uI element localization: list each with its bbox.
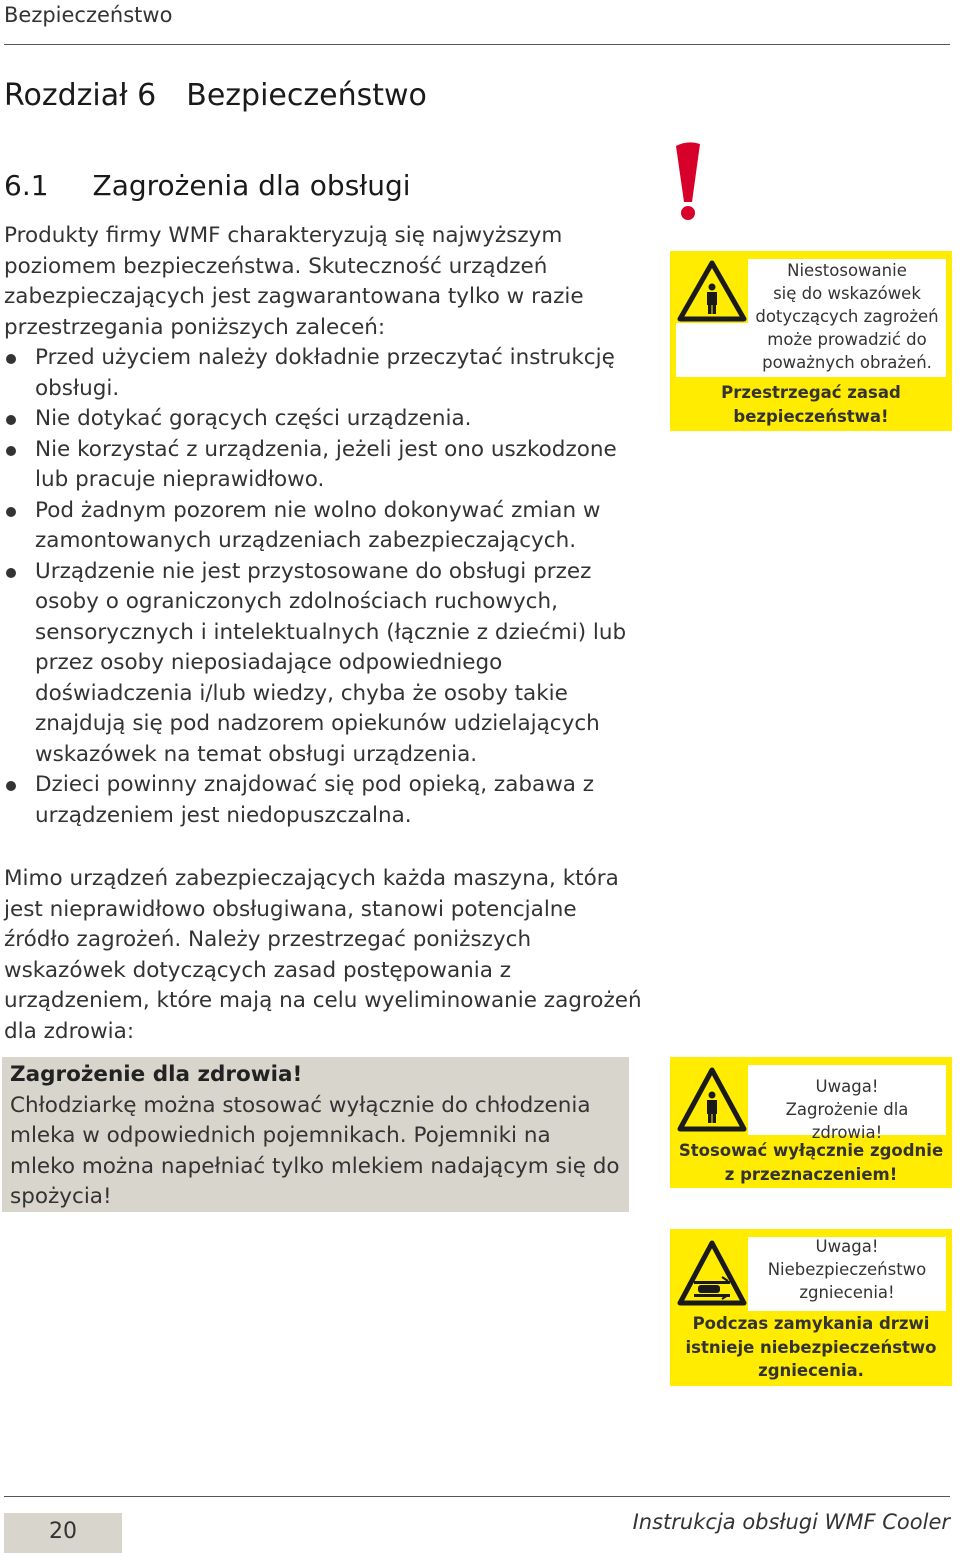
health-hazard-title: Zagrożenie dla zdrowia!	[10, 1062, 303, 1087]
chapter-label: Rozdział 6	[4, 78, 157, 113]
sign-bold-line: Podczas zamykania drzwi	[692, 1314, 930, 1333]
running-header: Bezpieczeństwo	[4, 3, 173, 27]
list-item	[4, 435, 644, 496]
safety-bullet-list	[4, 343, 644, 831]
list-item-text: Nie dotykać gorących części urządzenia.	[35, 406, 472, 431]
bullet-icon	[6, 354, 16, 364]
sign-bold-line: bezpieczeństwa!	[733, 406, 889, 426]
list-item-text: Nie korzystać z urządzenia, jeżeli jest ono uszkodzone lub pracuje nieprawidłowo.	[35, 436, 617, 492]
warning-sign-crush	[670, 1229, 952, 1386]
warning-sign-health	[670, 1057, 952, 1188]
sign-bold-line: Stosować wyłącznie zgodnie	[678, 1141, 944, 1160]
warning-person-icon	[676, 1065, 748, 1135]
warning-triangle-icon	[676, 259, 748, 323]
sign-bold-line: z przeznaczeniem!	[724, 1164, 898, 1184]
list-item	[4, 770, 644, 831]
bullet-icon	[6, 415, 16, 425]
sign-text-line: się do wskazówek	[773, 284, 921, 303]
footer-document-title: Instrukcja obsługi WMF Cooler	[632, 1510, 950, 1534]
exclamation-mark-icon	[670, 140, 710, 224]
bullet-icon	[6, 446, 16, 456]
section-title: Zagrożenia dla obsługi	[92, 169, 411, 202]
page-number: 20	[49, 1519, 77, 1544]
intro-paragraph: Produkty firmy WMF charakteryzują się najwyższym poziomem bezpieczeństwa. Skuteczność urządzeń zabezpieczających jest zagwarantowana tylko w razie przestrzegania poniższych zaleceń:	[4, 223, 584, 340]
chapter-heading	[4, 78, 427, 113]
list-item	[4, 404, 644, 435]
sign-text-line: może prowadzić do	[767, 330, 927, 349]
list-item-text: Przed użyciem należy dokładnie przeczytać instrukcję obsługi.	[35, 345, 615, 401]
sign-text-line: dotyczących zagrożeń	[755, 307, 939, 326]
list-item	[4, 557, 644, 771]
chapter-title: Bezpieczeństwo	[186, 78, 427, 113]
sign-text-line: Niestosowanie	[787, 261, 907, 280]
health-hazard-text: Chłodziarkę można stosować wyłącznie do chłodzenia mleka w odpowiednich pojemnikach. Pojemniki na mleko można napełniać tylko mlekiem nadającym się do spożycia!	[10, 1092, 620, 1209]
list-item-text: Urządzenie nie jest przystosowane do obsługi przez osoby o ograniczonych zdolnościach ruchowych, sensorycznych i intelektualnych (łącznie z dziećmi) lub przez osoby nieposiadające odpowiedniego doświadczenia i/lub wiedzy, chyba że osoby takie znajdują się pod nadzorem opiekunów udzielających wskazówek na temat obsługi urządzenia.	[35, 558, 627, 767]
sign-text-line: Uwaga!	[815, 1237, 879, 1256]
sign-text-line: Niebezpieczeństwo	[767, 1260, 927, 1279]
bullet-icon	[6, 781, 16, 791]
sign-bold-line: istnieje niebezpieczeństwo	[685, 1337, 937, 1357]
list-item-text: Dzieci powinny znajdować się pod opieką, zabawa z urządzeniem jest niedopuszczalna.	[35, 772, 595, 828]
bullet-icon	[6, 568, 16, 578]
section-heading	[4, 169, 411, 202]
warning-sign-general	[670, 251, 952, 431]
list-item	[4, 343, 644, 404]
sign-text-line: Zagrożenie dla zdrowia!	[785, 1100, 909, 1142]
section-number: 6.1	[4, 169, 49, 202]
footer-divider	[4, 1496, 950, 1497]
sign-bold-line: zgniecenia.	[758, 1361, 864, 1380]
list-item	[4, 496, 644, 557]
sign-text-line: poważnych obrażeń.	[762, 353, 932, 372]
sign-bold-line: Przestrzegać zasad	[721, 383, 901, 402]
list-item-text: Pod żadnym pozorem nie wolno dokonywać zmian w zamontowanych urządzeniach zabezpieczających.	[35, 497, 601, 553]
header-divider	[4, 44, 950, 45]
crush-hand-icon	[676, 1237, 748, 1311]
sign-text-line: zgniecenia!	[799, 1283, 895, 1302]
sign-text-line: Uwaga!	[815, 1077, 879, 1096]
health-hazard-box	[2, 1057, 629, 1212]
hazard-paragraph: Mimo urządzeń zabezpieczających każda maszyna, która jest nieprawidłowo obsługiwana, stanowi potencjalne źródło zagrożeń. Należy przestrzegać poniższych wskazówek dotyczących zasad postępowania z urządzeniem, które mają na celu wyeliminowanie zagrożeń dla zdrowia:	[4, 866, 642, 1044]
bullet-icon	[6, 507, 16, 517]
